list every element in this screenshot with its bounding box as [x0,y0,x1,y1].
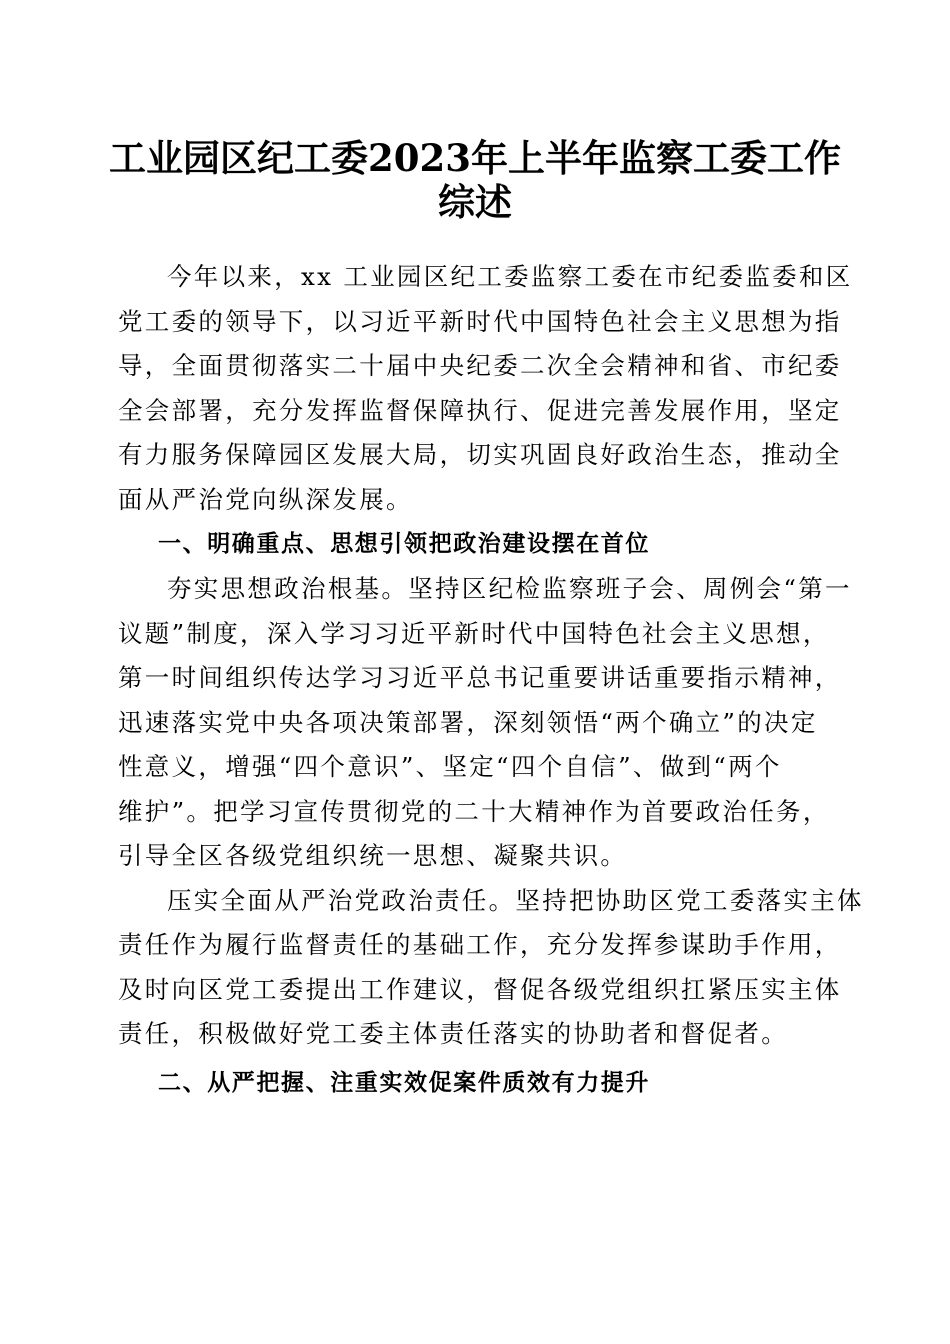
text-line: 第一时间组织传达学习习近平总书记重要讲话重要指示精神， [118,663,842,692]
text-line: 迅速落实党中央各项决策部署，深刻领悟“两个确立”的决定 [118,707,818,737]
text-line: 有力服务保障园区发展大局，切实巩固良好政治生态，推动全 [118,440,842,469]
text-line: 责任，积极做好党工委主体责任落实的协助者和督促者。 [118,1019,788,1048]
title-line-1: 工业园区纪工委2023年上半年监察工委工作 [109,136,841,180]
intro-paragraph [118,255,853,522]
title-line-2: 综述 [438,180,512,224]
text-line: 导，全面贯彻落实二十届中央纪委二次全会精神和省、市纪委 [118,351,842,380]
text-line: 压实全面从严治党政治责任。坚持把协助区党工委落实主体 [167,885,864,915]
text-line: 全会部署，充分发挥监督保障执行、促进完善发展作用，坚定 [118,395,842,425]
text-line: 议题”制度，深入学习习近平新时代中国特色社会主义思想， [118,618,830,648]
text-line: 维护”。把学习宣传贯彻党的二十大精神作为首要政治任务， [118,796,830,826]
text-line: 夯实思想政治根基。坚持区纪检监察班子会、周例会“第一 [167,574,852,603]
section-heading-2: 二、从严把握、注重实效促案件质效有力提升 [158,1069,650,1096]
text-line: 性意义，增强“四个意识”、坚定“四个自信”、做到“两个 [118,752,782,781]
document-body [118,255,864,1106]
paragraph-ideological-foundation [118,567,852,879]
text-line: 今年以来，xx 工业园区纪工委监察工委在市纪委监委和区 [167,262,853,291]
document-title [100,136,850,224]
text-line: 及时向区党工委提出工作建议，督促各级党组织扛紧压实主体 [118,974,842,1004]
text-line: 面从严治党向纵深发展。 [118,484,413,514]
text-line: 责任作为履行监督责任的基础工作，充分发挥参谋助手作用， [118,930,842,959]
text-line: 引导全区各级党组织统一思想、凝聚共识。 [118,841,628,870]
section-heading-1: 一、明确重点、思想引领把政治建设摆在首位 [158,531,650,557]
paragraph-political-responsibility [118,879,864,1057]
text-line: 党工委的领导下，以习近平新时代中国特色社会主义思想为指 [118,306,842,336]
